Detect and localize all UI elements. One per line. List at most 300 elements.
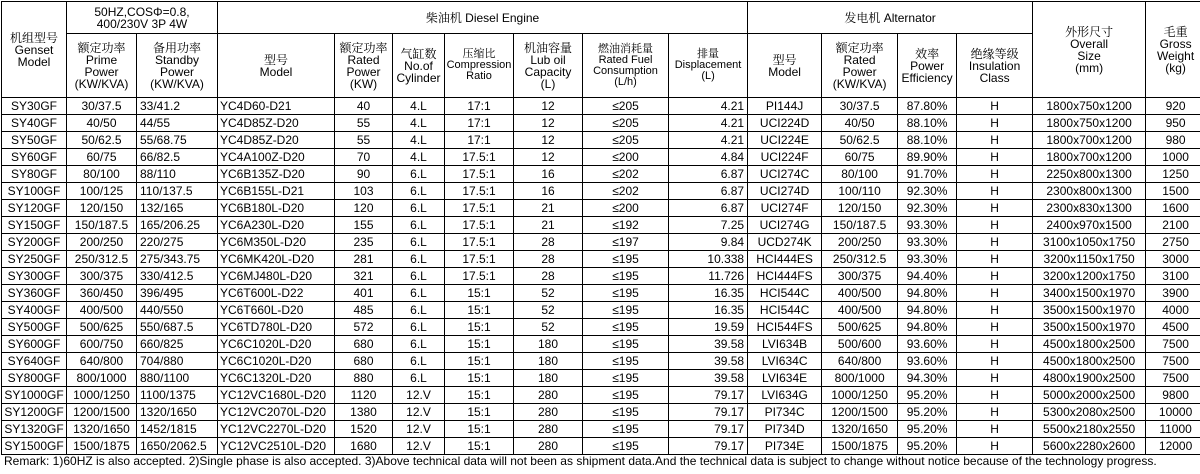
header-cylinders	[393, 34, 445, 98]
cell-engine-model: YC6C1020L-D20	[218, 353, 335, 370]
cell-insulation-class: H	[957, 421, 1033, 438]
table-row	[2, 149, 1200, 166]
cell-alternator-model: LVI634G	[748, 387, 822, 404]
cell-power-efficiency: 93.60%	[898, 353, 957, 370]
cell-lub-oil-capacity: 280	[514, 438, 583, 455]
cell-power-efficiency: 87.80%	[898, 98, 957, 115]
cell-fuel-consumption: ≤195	[583, 268, 669, 285]
cell-engine-rated-power: 70	[335, 149, 393, 166]
cell-compression-ratio: 17.5:1	[445, 251, 514, 268]
cell-lub-oil-capacity: 280	[514, 387, 583, 404]
cell-compression-ratio: 17:1	[445, 115, 514, 132]
cell-displacement: 6.87	[669, 200, 748, 217]
cell-gross-weight: 3100	[1146, 268, 1200, 285]
table-row	[2, 98, 1200, 115]
cell-insulation-class: H	[957, 353, 1033, 370]
header-line: Class	[979, 70, 1010, 85]
cell-lub-oil-capacity: 12	[514, 98, 583, 115]
cell-engine-rated-power: 103	[335, 183, 393, 200]
cell-alternator-rated-power: 1200/1500	[822, 404, 898, 421]
cell-alternator-model: LVI634E	[748, 370, 822, 387]
cell-prime-power: 360/450	[67, 285, 137, 302]
table-row	[2, 183, 1200, 200]
cell-compression-ratio: 17:1	[445, 132, 514, 149]
cell-lub-oil-capacity: 52	[514, 302, 583, 319]
cell-fuel-consumption: ≤195	[583, 421, 669, 438]
header-line: Cylinder	[396, 70, 441, 85]
header-line: (L)	[540, 76, 556, 91]
cell-gross-weight: 7500	[1146, 353, 1200, 370]
cell-standby-power: 275/343.75	[137, 251, 218, 268]
cell-displacement: 79.17	[669, 387, 748, 404]
cell-lub-oil-capacity: 280	[514, 404, 583, 421]
cell-lub-oil-capacity: 28	[514, 251, 583, 268]
cell-compression-ratio: 15:1	[445, 302, 514, 319]
cell-insulation-class: H	[957, 370, 1033, 387]
cell-cylinders: 12.V	[393, 387, 445, 404]
cell-fuel-consumption: ≤205	[583, 98, 669, 115]
cell-insulation-class: H	[957, 149, 1033, 166]
cell-power-efficiency: 95.20%	[898, 387, 957, 404]
cell-engine-rated-power: 485	[335, 302, 393, 319]
cell-engine-rated-power: 680	[335, 336, 393, 353]
header-line: (KW/KVA)	[74, 76, 129, 91]
cell-alternator-model: HCI544C	[748, 285, 822, 302]
header-alternator-model	[748, 34, 822, 98]
cell-prime-power: 640/800	[67, 353, 137, 370]
cell-compression-ratio: 15:1	[445, 319, 514, 336]
cell-standby-power: 1650/2062.5	[137, 438, 218, 455]
cell-fuel-consumption: ≤197	[583, 234, 669, 251]
cell-genset-model: SY360GF	[2, 285, 67, 302]
cell-engine-rated-power: 401	[335, 285, 393, 302]
header-genset-model	[2, 2, 67, 98]
cell-gross-weight: 3000	[1146, 251, 1200, 268]
cell-prime-power: 800/1000	[67, 370, 137, 387]
cell-power-efficiency: 93.30%	[898, 251, 957, 268]
header-alternator-rated-power	[822, 34, 898, 98]
cell-engine-rated-power: 1680	[335, 438, 393, 455]
cell-alternator-rated-power: 40/50	[822, 115, 898, 132]
cell-cylinders: 6.L	[393, 251, 445, 268]
cell-insulation-class: H	[957, 302, 1033, 319]
cell-overall-size: 1800x700x1200	[1033, 132, 1146, 149]
cell-fuel-consumption: ≤202	[583, 183, 669, 200]
cell-engine-model: YC6T600L-D22	[218, 285, 335, 302]
cell-fuel-consumption: ≤195	[583, 251, 669, 268]
header-prime-power	[67, 34, 137, 98]
header-line: Rated	[843, 52, 876, 67]
header-line: Rated	[347, 52, 380, 67]
cell-fuel-consumption: ≤195	[583, 285, 669, 302]
cell-alternator-rated-power: 250/312.5	[822, 251, 898, 268]
header-line: 机组型号	[9, 30, 58, 45]
cell-prime-power: 600/750	[67, 336, 137, 353]
cell-prime-power: 1000/1250	[67, 387, 137, 404]
cell-genset-model: SY500GF	[2, 319, 67, 336]
cell-cylinders: 12.V	[393, 438, 445, 455]
cell-alternator-rated-power: 500/600	[822, 336, 898, 353]
cell-compression-ratio: 17.5:1	[445, 166, 514, 183]
cell-overall-size: 3200x1150x1750	[1033, 251, 1146, 268]
cell-prime-power: 400/500	[67, 302, 137, 319]
cell-displacement: 4.84	[669, 149, 748, 166]
remark-note: Remark: 1)60HZ is also accepted. 2)Single phase is also accepted. 3)Above technical data will not been as shipment data.And the technical data is subject to change without notice because of the technology progress.	[4, 454, 1157, 468]
cell-gross-weight: 1250	[1146, 166, 1200, 183]
cell-cylinders: 6.L	[393, 166, 445, 183]
cell-engine-rated-power: 1520	[335, 421, 393, 438]
cell-prime-power: 100/125	[67, 183, 137, 200]
cell-standby-power: 660/825	[137, 336, 218, 353]
cell-power-efficiency: 93.30%	[898, 234, 957, 251]
header-power-efficiency	[898, 34, 957, 98]
cell-compression-ratio: 17.5:1	[445, 183, 514, 200]
cell-gross-weight: 9800	[1146, 387, 1200, 404]
header-line: Power	[842, 64, 877, 79]
cell-genset-model: SY400GF	[2, 302, 67, 319]
cell-gross-weight: 11000	[1146, 421, 1200, 438]
cell-genset-model: SY1200GF	[2, 404, 67, 421]
cell-cylinders: 6.L	[393, 302, 445, 319]
cell-power-efficiency: 95.20%	[898, 438, 957, 455]
cell-standby-power: 704/880	[137, 353, 218, 370]
cell-alternator-model: UCD274K	[748, 234, 822, 251]
cell-gross-weight: 920	[1146, 98, 1200, 115]
cell-displacement: 39.58	[669, 336, 748, 353]
cell-alternator-model: UCI274F	[748, 200, 822, 217]
cell-displacement: 79.17	[669, 438, 748, 455]
cell-standby-power: 33/41.2	[137, 98, 218, 115]
cell-engine-rated-power: 235	[335, 234, 393, 251]
header-line: Model	[259, 64, 293, 79]
cell-fuel-consumption: ≤195	[583, 336, 669, 353]
cell-fuel-consumption: ≤200	[583, 149, 669, 166]
cell-standby-power: 440/550	[137, 302, 218, 319]
cell-power-efficiency: 88.10%	[898, 132, 957, 149]
cell-compression-ratio: 15:1	[445, 438, 514, 455]
cell-insulation-class: H	[957, 115, 1033, 132]
cell-alternator-model: UCI224E	[748, 132, 822, 149]
cell-cylinders: 6.L	[393, 319, 445, 336]
cell-standby-power: 1320/1650	[137, 404, 218, 421]
header-line: Genset	[14, 42, 54, 57]
cell-displacement: 6.87	[669, 166, 748, 183]
cell-engine-model: YC6MJ480L-D20	[218, 268, 335, 285]
cell-lub-oil-capacity: 180	[514, 370, 583, 387]
cell-genset-model: SY1000GF	[2, 387, 67, 404]
cell-prime-power: 40/50	[67, 115, 137, 132]
cell-engine-rated-power: 40	[335, 98, 393, 115]
header-line: Power	[346, 64, 381, 79]
cell-fuel-consumption: ≤205	[583, 132, 669, 149]
cell-insulation-class: H	[957, 251, 1033, 268]
header-line: Efficiency	[901, 70, 953, 85]
header-line: Rated Fuel	[598, 53, 653, 66]
cell-prime-power: 30/37.5	[67, 98, 137, 115]
cell-cylinders: 6.L	[393, 336, 445, 353]
cell-power-efficiency: 93.30%	[898, 217, 957, 234]
cell-standby-power: 396/495	[137, 285, 218, 302]
cell-lub-oil-capacity: 21	[514, 200, 583, 217]
cell-fuel-consumption: ≤195	[583, 353, 669, 370]
cell-power-efficiency: 94.80%	[898, 285, 957, 302]
cell-compression-ratio: 15:1	[445, 353, 514, 370]
cell-compression-ratio: 17:1	[445, 98, 514, 115]
table-row	[2, 387, 1200, 404]
cell-compression-ratio: 15:1	[445, 370, 514, 387]
cell-alternator-rated-power: 1000/1250	[822, 387, 898, 404]
cell-lub-oil-capacity: 12	[514, 132, 583, 149]
cell-cylinders: 4.L	[393, 115, 445, 132]
cell-lub-oil-capacity: 12	[514, 115, 583, 132]
cell-overall-size: 5300x2080x2500	[1033, 404, 1146, 421]
cell-displacement: 11.726	[669, 268, 748, 285]
cell-insulation-class: H	[957, 234, 1033, 251]
cell-lub-oil-capacity: 52	[514, 319, 583, 336]
cell-genset-model: SY200GF	[2, 234, 67, 251]
cell-overall-size: 3100x1050x1750	[1033, 234, 1146, 251]
table-row	[2, 285, 1200, 302]
cell-overall-size: 2400x970x1500	[1033, 217, 1146, 234]
cell-gross-weight: 2750	[1146, 234, 1200, 251]
cell-displacement: 9.84	[669, 234, 748, 251]
header-line: 额定功率	[77, 40, 126, 55]
cell-overall-size: 4500x1800x2500	[1033, 353, 1146, 370]
header-line: (KW/KVA)	[832, 76, 887, 91]
header-overall-size	[1033, 2, 1146, 98]
cell-engine-model: YC6A230L-D20	[218, 217, 335, 234]
cell-genset-model: SY150GF	[2, 217, 67, 234]
cell-gross-weight: 7500	[1146, 336, 1200, 353]
cell-genset-model: SY50GF	[2, 132, 67, 149]
header-line: Prime	[85, 52, 118, 67]
header-gross-weight	[1146, 2, 1200, 98]
cell-lub-oil-capacity: 16	[514, 166, 583, 183]
cell-alternator-model: LVI634C	[748, 353, 822, 370]
header-line: 额定功率	[835, 40, 884, 55]
cell-engine-rated-power: 572	[335, 319, 393, 336]
cell-lub-oil-capacity: 280	[514, 421, 583, 438]
cell-engine-model: YC12VC2270L-D20	[218, 421, 335, 438]
cell-engine-model: YC6MK420L-D20	[218, 251, 335, 268]
cell-alternator-model: UCI224D	[748, 115, 822, 132]
cell-standby-power: 44/55	[137, 115, 218, 132]
cell-gross-weight: 950	[1146, 115, 1200, 132]
header-standby-power	[137, 34, 218, 98]
cell-prime-power: 50/62.5	[67, 132, 137, 149]
cell-alternator-rated-power: 200/250	[822, 234, 898, 251]
cell-alternator-rated-power: 400/500	[822, 285, 898, 302]
cell-engine-rated-power: 321	[335, 268, 393, 285]
cell-cylinders: 6.L	[393, 268, 445, 285]
cell-gross-weight: 10000	[1146, 404, 1200, 421]
cell-cylinders: 6.L	[393, 234, 445, 251]
cell-genset-model: SY1500GF	[2, 438, 67, 455]
cell-standby-power: 110/137.5	[137, 183, 218, 200]
table-row	[2, 421, 1200, 438]
header-line: 气缸数	[400, 46, 437, 61]
header-line: Size	[1077, 48, 1101, 63]
cell-power-efficiency: 94.30%	[898, 370, 957, 387]
cell-standby-power: 132/165	[137, 200, 218, 217]
cell-overall-size: 4800x1900x2500	[1033, 370, 1146, 387]
cell-engine-model: YC12VC2070L-D20	[218, 404, 335, 421]
cell-cylinders: 6.L	[393, 183, 445, 200]
cell-engine-model: YC4D60-D21	[218, 98, 335, 115]
table-row	[2, 234, 1200, 251]
cell-alternator-model: PI734C	[748, 404, 822, 421]
cell-fuel-consumption: ≤195	[583, 319, 669, 336]
cell-cylinders: 6.L	[393, 200, 445, 217]
cell-engine-model: YC6T660L-D20	[218, 302, 335, 319]
cell-overall-size: 2300x830x1300	[1033, 200, 1146, 217]
cell-standby-power: 88/110	[137, 166, 218, 183]
cell-cylinders: 4.L	[393, 149, 445, 166]
cell-overall-size: 2300x800x1300	[1033, 183, 1146, 200]
cell-engine-model: YC6B180L-D20	[218, 200, 335, 217]
cell-lub-oil-capacity: 12	[514, 149, 583, 166]
cell-compression-ratio: 15:1	[445, 387, 514, 404]
cell-alternator-rated-power: 100/110	[822, 183, 898, 200]
header-line: 额定功率	[339, 40, 388, 55]
cell-engine-model: YC6B135Z-D20	[218, 166, 335, 183]
cell-power-efficiency: 93.60%	[898, 336, 957, 353]
cell-prime-power: 80/100	[67, 166, 137, 183]
cell-compression-ratio: 17.5:1	[445, 268, 514, 285]
header-line: 绝缘等级	[970, 46, 1019, 61]
cell-displacement: 16.35	[669, 285, 748, 302]
cell-compression-ratio: 15:1	[445, 421, 514, 438]
cell-genset-model: SY40GF	[2, 115, 67, 132]
header-line: Displacement	[674, 59, 742, 71]
header-line: 备用功率	[152, 40, 201, 55]
header-line: 效率	[915, 46, 940, 61]
cell-compression-ratio: 15:1	[445, 336, 514, 353]
table-row	[2, 132, 1200, 149]
cell-overall-size: 5500x2180x2550	[1033, 421, 1146, 438]
cell-compression-ratio: 17.5:1	[445, 149, 514, 166]
cell-fuel-consumption: ≤200	[583, 200, 669, 217]
cell-power-efficiency: 92.30%	[898, 200, 957, 217]
cell-lub-oil-capacity: 21	[514, 217, 583, 234]
header-line: Power	[84, 64, 119, 79]
header-line: Model	[17, 54, 51, 69]
cell-alternator-rated-power: 640/800	[822, 353, 898, 370]
cell-power-efficiency: 91.70%	[898, 166, 957, 183]
cell-alternator-model: UCI274D	[748, 183, 822, 200]
cell-cylinders: 6.L	[393, 217, 445, 234]
cell-displacement: 6.87	[669, 183, 748, 200]
cell-alternator-model: HCI444FS	[748, 268, 822, 285]
cell-insulation-class: H	[957, 98, 1033, 115]
cell-compression-ratio: 15:1	[445, 404, 514, 421]
cell-power-efficiency: 94.40%	[898, 268, 957, 285]
cell-displacement: 79.17	[669, 404, 748, 421]
header-fuel-consumption	[583, 34, 669, 98]
header-lub-oil-capacity	[514, 34, 583, 98]
cell-power-efficiency: 92.30%	[898, 183, 957, 200]
cell-insulation-class: H	[957, 438, 1033, 455]
cell-gross-weight: 980	[1146, 132, 1200, 149]
cell-insulation-class: H	[957, 166, 1033, 183]
header-line: Gross	[1159, 36, 1192, 51]
cell-engine-rated-power: 281	[335, 251, 393, 268]
header-insulation-class	[957, 34, 1033, 98]
table-row	[2, 115, 1200, 132]
cell-alternator-rated-power: 800/1000	[822, 370, 898, 387]
cell-engine-model: YC6TD780L-D20	[218, 319, 335, 336]
cell-alternator-model: PI144J	[748, 98, 822, 115]
cell-lub-oil-capacity: 28	[514, 268, 583, 285]
cell-insulation-class: H	[957, 217, 1033, 234]
cell-engine-rated-power: 90	[335, 166, 393, 183]
cell-genset-model: SY1320GF	[2, 421, 67, 438]
cell-alternator-model: HCI544FS	[748, 319, 822, 336]
cell-standby-power: 66/82.5	[137, 149, 218, 166]
cell-engine-rated-power: 55	[335, 115, 393, 132]
cell-engine-model: YC12VC2510L-D20	[218, 438, 335, 455]
cell-prime-power: 150/187.5	[67, 217, 137, 234]
cell-displacement: 16.35	[669, 302, 748, 319]
cell-prime-power: 1200/1500	[67, 404, 137, 421]
cell-engine-model: YC4D85Z-D20	[218, 132, 335, 149]
cell-overall-size: 2250x800x1300	[1033, 166, 1146, 183]
cell-power-efficiency: 94.80%	[898, 319, 957, 336]
header-line: Consumption	[593, 64, 658, 77]
cell-genset-model: SY250GF	[2, 251, 67, 268]
cell-fuel-consumption: ≤192	[583, 217, 669, 234]
cell-gross-weight: 4500	[1146, 319, 1200, 336]
cell-engine-model: YC4A100Z-D20	[218, 149, 335, 166]
cell-insulation-class: H	[957, 387, 1033, 404]
cell-engine-model: YC4D85Z-D20	[218, 115, 335, 132]
cell-insulation-class: H	[957, 183, 1033, 200]
cell-cylinders: 6.L	[393, 353, 445, 370]
header-line: (KW/KVA)	[150, 76, 204, 91]
header-line: 燃油消耗量	[598, 42, 653, 55]
cell-compression-ratio: 15:1	[445, 285, 514, 302]
cell-overall-size: 3500x1500x1970	[1033, 319, 1146, 336]
header-power-spec	[67, 2, 218, 34]
cell-alternator-model: HCI544C	[748, 302, 822, 319]
header-line: Insulation	[968, 58, 1021, 73]
cell-overall-size: 1800x700x1200	[1033, 149, 1146, 166]
cell-displacement: 39.58	[669, 353, 748, 370]
header-line: No.of	[404, 58, 433, 73]
cell-insulation-class: H	[957, 268, 1033, 285]
header-line: Power	[159, 64, 194, 79]
cell-prime-power: 1320/1650	[67, 421, 137, 438]
cell-displacement: 4.21	[669, 98, 748, 115]
cell-cylinders: 12.V	[393, 404, 445, 421]
table-row	[2, 302, 1200, 319]
cell-displacement: 4.21	[669, 115, 748, 132]
cell-prime-power: 250/312.5	[67, 251, 137, 268]
header-line: (L/h)	[614, 75, 637, 88]
cell-genset-model: SY100GF	[2, 183, 67, 200]
cell-fuel-consumption: ≤195	[583, 387, 669, 404]
cell-alternator-rated-power: 500/625	[822, 319, 898, 336]
cell-power-efficiency: 89.90%	[898, 149, 957, 166]
cell-standby-power: 880/1100	[137, 370, 218, 387]
table-row	[2, 438, 1200, 455]
cell-cylinders: 6.L	[393, 285, 445, 302]
header-engine-model	[218, 34, 335, 98]
header-line: Compression	[446, 59, 512, 71]
header-engine-rated-power	[335, 34, 393, 98]
header-line: 压缩比	[462, 48, 496, 60]
header-line: Capacity	[524, 64, 572, 79]
